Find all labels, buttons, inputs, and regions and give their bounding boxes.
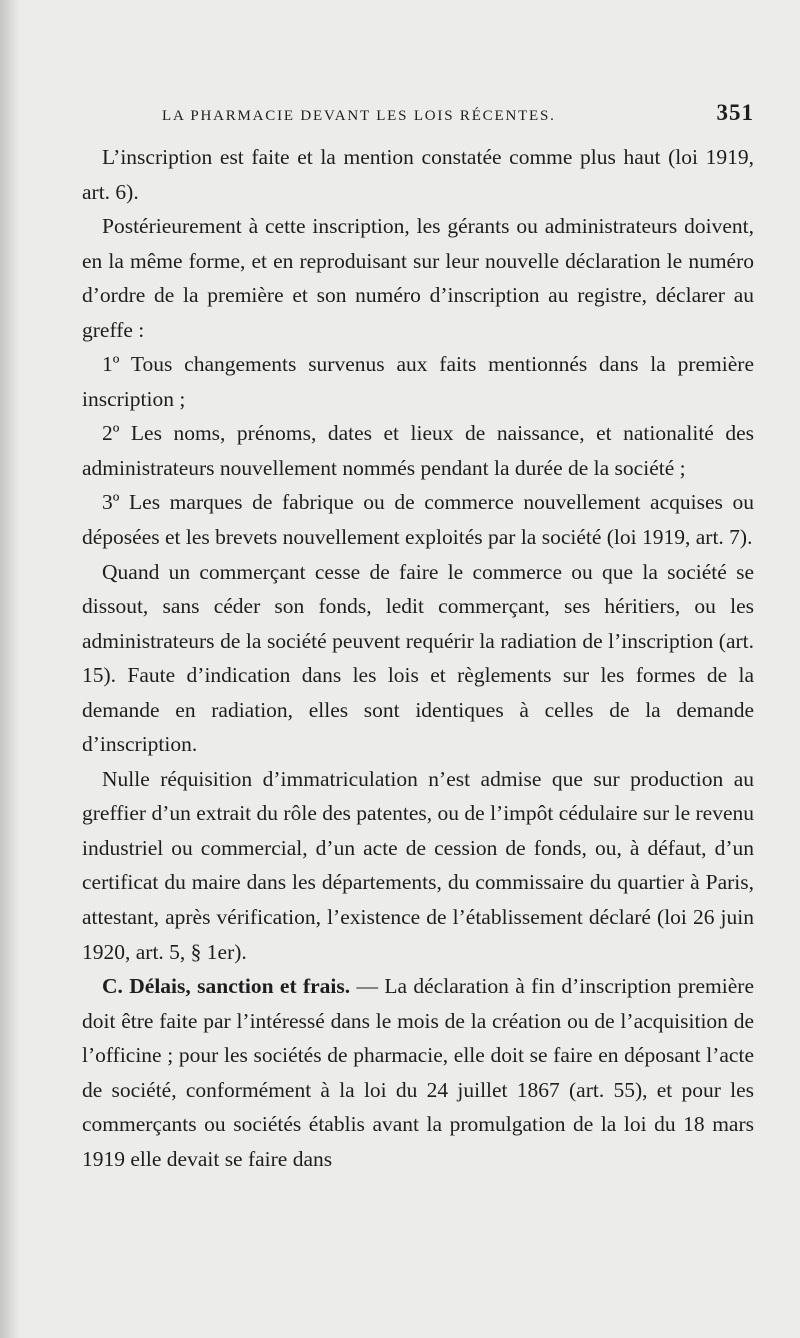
paragraph-item-2: 2º Les noms, prénoms, dates et lieux de naissance, et nationalité des administrateurs nouvellement nommés pendant la durée de la société ; bbox=[82, 421, 754, 480]
paragraph-inscription: L’inscription est faite et la mention constatée comme plus haut (loi 1919, art. 6). bbox=[82, 145, 754, 204]
paragraph-item-3: 3º Les marques de fabrique ou de commerce nouvellement acquises ou déposées et les brevets nouvellement exploités par la société (loi 1919, art. 7). bbox=[82, 490, 754, 550]
paragraph-item-1: 1º Tous changements survenus aux faits mentionnés dans la première inscription ; bbox=[82, 352, 754, 411]
page-edge-shadow bbox=[0, 0, 20, 1338]
body-text bbox=[82, 140, 754, 1176]
running-title: LA PHARMACIE DEVANT LES LOIS RÉCENTES. bbox=[162, 108, 556, 124]
book-page bbox=[82, 100, 754, 1176]
paragraph-immatriculation: Nulle réquisition d’immatriculation n’est admise que sur production au greffier d’un extrait du rôle des patentes, ou de l’impôt cédulaire sur le revenu industriel ou commercial, d’un acte de cession de fonds, ou, à défaut, d’un certificat du maire dans les départements, du commissaire du quartier à Paris, attestant, après vérification, l’existence de l’établissement déclaré (loi 26 juin 1920, art. 5, § 1er). bbox=[82, 766, 754, 964]
paragraph-delais: C. Délais, sanction et frais. — La déclaration à fin d’inscription première doit être faite par l’intéressé dans le mois de la création ou de l’acquisition de l’officine ; pour les sociétés de pharmacie, elle doit se faire en déposant l’acte de société, conformément à la loi du 24 juillet 1867 (art. 55), et pour les commerçants ou sociétés établis avant la promulgation de la loi du 18 mars 1919 elle devait se faire dans bbox=[82, 974, 754, 1171]
running-head bbox=[82, 100, 754, 140]
paragraph-posterieurement: Postérieurement à cette inscription, les gérants ou administrateurs doivent, en la même forme, et en reproduisant sur leur nouvelle déclaration le numéro d’ordre de la première et son numéro d’inscription au registre, déclarer au greffe : bbox=[82, 214, 754, 342]
section-heading-delais: C. Délais, sanction et frais. bbox=[102, 974, 351, 999]
paragraph-radiation: Quand un commerçant cesse de faire le commerce ou que la société se dissout, sans céder son fonds, ledit commerçant, ses héritiers, ou les administrateurs de la société peuvent requérir la radiation de l’inscription (art. 15). Faute d’indication dans les lois et règlements sur les formes de la demande en radiation, elles sont identiques à celles de la demande d’inscription. bbox=[82, 559, 754, 757]
page-number: 351 bbox=[716, 100, 754, 125]
